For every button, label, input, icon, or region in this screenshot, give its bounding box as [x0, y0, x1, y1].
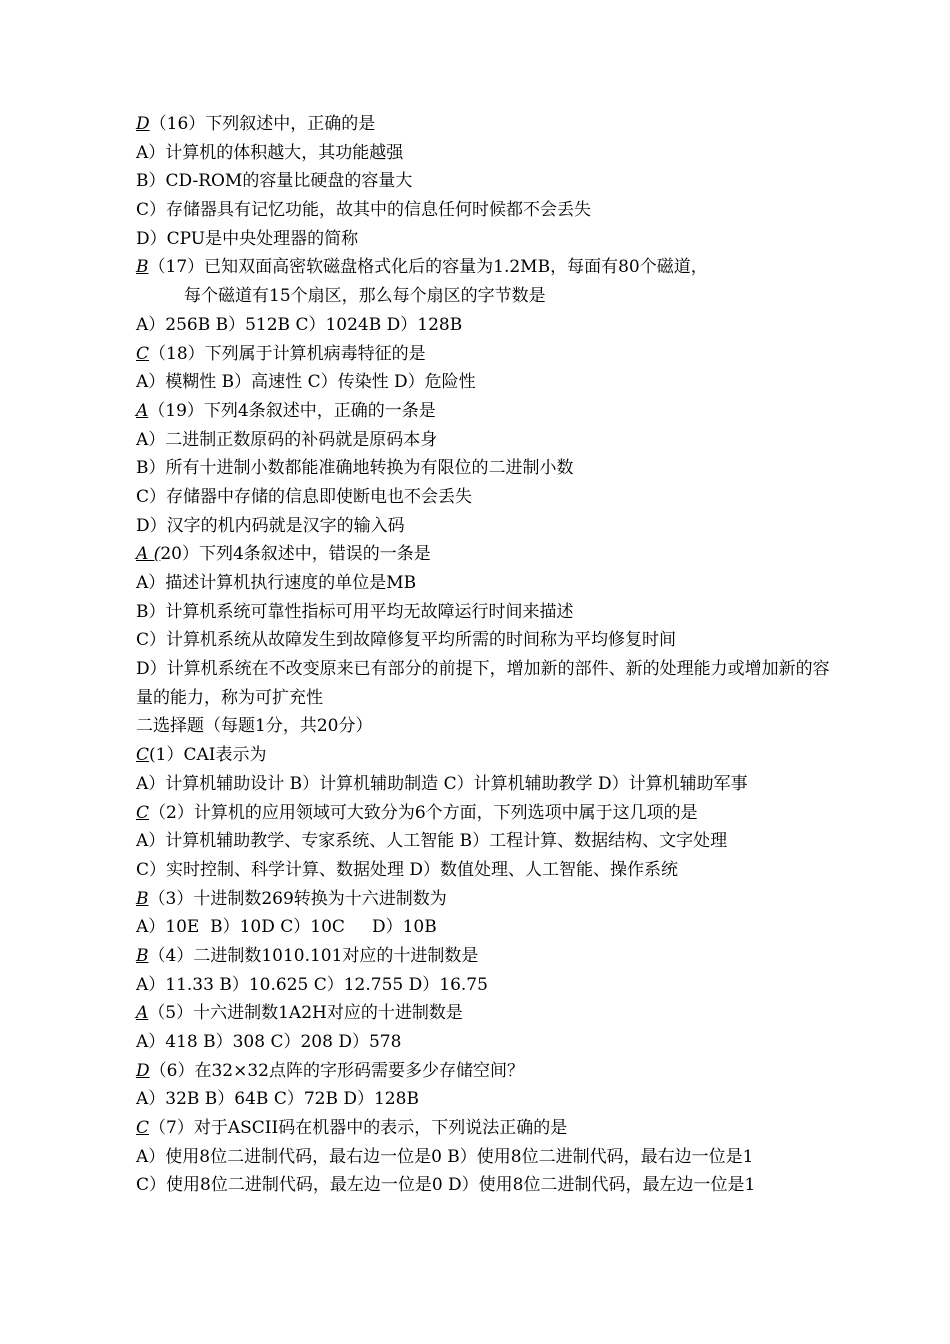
- question-7: [136, 1114, 836, 1143]
- option-line: C）计算机系统从故障发生到故障修复平均所需的时间称为平均修复时间: [136, 630, 677, 651]
- option-line: A）418 B）308 C）208 D）578: [136, 1032, 402, 1053]
- question-19: [136, 397, 836, 426]
- question-6: [136, 1057, 836, 1086]
- question-continuation: 每个磁道有15个扇区，那么每个扇区的字节数是: [184, 286, 546, 307]
- option-line: D）CPU是中央处理器的简称: [136, 228, 359, 249]
- question-16: [136, 110, 836, 139]
- option-line: A）二进制正数原码的补码就是原码本身: [136, 429, 438, 450]
- option-line: A）32B B）64B C）72B D）128B: [136, 1089, 419, 1110]
- answer-mark: B: [136, 945, 149, 966]
- question-text: （3）十进制数269转换为十六进制数为: [148, 888, 447, 909]
- question-text: （19）下列4条叙述中，正确的一条是: [148, 400, 436, 421]
- question-text: （4）二进制数1010.101对应的十进制数是: [148, 945, 479, 966]
- option-line: A）描述计算机执行速度的单位是MB: [136, 573, 417, 593]
- question-text: 20）下列4条叙述中，错误的一条是: [160, 544, 431, 565]
- option-line: A）计算机辅助教学、专家系统、人工智能 B）工程计算、数据结构、文字处理: [136, 831, 728, 852]
- answer-mark: A: [136, 1003, 149, 1024]
- question-17: [136, 253, 836, 282]
- option-line: C）使用8位二进制代码，最左边一位是0 D）使用8位二进制代码，最左边一位是1: [136, 1175, 756, 1196]
- option-line: A）模糊性 B）高速性 C）传染性 D）危险性: [136, 372, 476, 393]
- question-text: （18）下列属于计算机病毒特征的是: [149, 343, 426, 364]
- question-text: （16）下列叙述中，正确的是: [149, 114, 376, 134]
- question-text: （2）计算机的应用领域可大致分为6个方面，下列选项中属于这几项的是: [149, 802, 698, 823]
- question-20: [136, 540, 836, 569]
- question-3: [136, 885, 836, 914]
- option-line: B）计算机系统可靠性指标可用平均无故障运行时间来描述: [136, 601, 574, 622]
- option-line: A）256B B）512B C）1024B D）128B: [136, 314, 463, 335]
- option-line: D）计算机系统在不改变原来已有部分的前提下，增加新的部件、新的处理能力或增加新的容量的能力，称为可扩充性: [136, 659, 830, 708]
- answer-mark: C: [136, 802, 150, 823]
- answer-mark: A (: [136, 544, 161, 565]
- option-line: B）CD-ROM的容量比硬盘的容量大: [136, 171, 413, 192]
- answer-mark: C: [136, 343, 150, 364]
- question-18: [136, 340, 836, 369]
- question-text: (1）CAI表示为: [149, 745, 267, 766]
- question-text: （17）已知双面高密软磁盘格式化后的容量为1.2MB，每面有80个磁道，: [148, 257, 708, 278]
- question-1: [136, 741, 836, 770]
- answer-mark: B: [136, 888, 149, 909]
- option-line: A）10E B）10D C）10C D）10B: [136, 917, 437, 938]
- exam-page: [136, 110, 836, 1200]
- option-line: C）实时控制、科学计算、数据处理 D）数值处理、人工智能、操作系统: [136, 859, 679, 880]
- answer-mark: D: [136, 114, 150, 134]
- question-2: [136, 799, 836, 828]
- answer-mark: D: [136, 1060, 150, 1081]
- answer-mark: C: [136, 745, 150, 766]
- section-heading: 二选择题（每题1分，共20分）: [136, 716, 373, 737]
- answer-mark: A: [136, 400, 149, 421]
- question-4: [136, 942, 836, 971]
- option-line: A）计算机辅助设计 B）计算机辅助制造 C）计算机辅助教学 D）计算机辅助军事: [136, 773, 748, 794]
- question-text: （6）在32×32点阵的字形码需要多少存储空间？: [149, 1060, 524, 1081]
- option-line: A）11.33 B）10.625 C）12.755 D）16.75: [136, 974, 488, 995]
- option-line: A）计算机的体积越大，其功能越强: [136, 142, 404, 163]
- option-line: A）使用8位二进制代码，最右边一位是0 B）使用8位二进制代码，最右边一位是1: [136, 1146, 754, 1167]
- option-line: B）所有十进制小数都能准确地转换为有限位的二进制小数: [136, 458, 574, 479]
- answer-mark: B: [136, 257, 149, 278]
- option-line: C）存储器中存储的信息即使断电也不会丢失: [136, 486, 473, 507]
- question-text: （5）十六进制数1A2H对应的十进制数是: [148, 1003, 463, 1024]
- question-5: [136, 999, 836, 1028]
- option-line: D）汉字的机内码就是汉字的输入码: [136, 515, 405, 536]
- answer-mark: C: [136, 1118, 150, 1139]
- option-line: C）存储器具有记忆功能，故其中的信息任何时候都不会丢失: [136, 200, 592, 221]
- question-text: （7）对于ASCII码在机器中的表示，下列说法正确的是: [149, 1118, 568, 1139]
